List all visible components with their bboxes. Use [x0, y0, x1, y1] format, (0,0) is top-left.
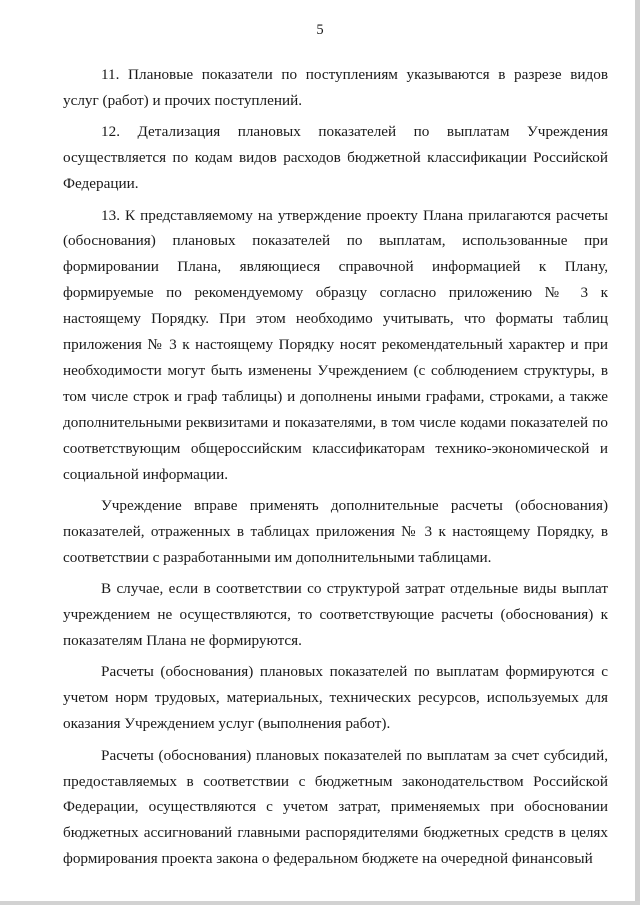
paragraph-resource-norms: Расчеты (обоснования) плановых показателей по выплатам формируются с учетом норм трудовых, материальных, технических ресурсов, используемых для оказания Учреждением услуг (выполнения работ).	[63, 663, 608, 733]
paragraph-13: 13. К представляемому на утверждение проекту Плана прилагаются расчеты (обоснования) плановых показателей по выплатам, использованные при формировании Плана, являющиеся справочной информацией к Плану, формируемые по рекомендуемому образцу согласно приложению № 3 к настоящему Порядку. При этом необходимо учитывать, что форматы таблиц приложения № 3 к настоящему Порядку носят рекомендательный характер и при необходимости могут быть изменены Учреждением (с соблюдением структуры, в том числе строк и граф таблицы) и дополнены иными графами, строками, а также дополнительными реквизитами и показателями, в том числе кодами показателей по соответствующим общероссийским классификаторам технико-экономической и социальной информации.	[63, 206, 608, 483]
document-body	[63, 62, 608, 872]
paragraph-additional-calculations: Учреждение вправе применять дополнительные расчеты (обоснования) показателей, отраженных в таблицах приложения № 3 к настоящему Порядку, в соответствии с разработанными им дополнительными таблицами.	[63, 497, 608, 566]
page-bottom-edge	[0, 901, 640, 905]
page-number: 5	[316, 22, 324, 38]
paragraph-12: 12. Детализация плановых показателей по выплатам Учреждения осуществляется по кодам видов расходов бюджетной классификации Российской Федерации.	[63, 123, 608, 193]
page-edge-shadow	[635, 0, 640, 905]
paragraph-cost-structure: В случае, если в соответствии со структурой затрат отдельные виды выплат учреждением не осуществляются, то соответствующие расчеты (обоснования) к показателям Плана не формируются.	[63, 580, 608, 650]
paragraph-subsidies: Расчеты (обоснования) плановых показателей по выплатам за счет субсидий, предоставляемых в соответствии с бюджетным законодательством Российской Федерации, осуществляются с учетом затрат, применяемых при обосновании бюджетных ассигнований главными распорядителями бюджетных средств в целях формирования проекта закона о федеральном бюджете на очередной финансовый	[63, 746, 608, 868]
paragraph-11: 11. Плановые показатели по поступлениям указываются в разрезе видов услуг (работ) и прочих поступлений.	[63, 66, 608, 109]
